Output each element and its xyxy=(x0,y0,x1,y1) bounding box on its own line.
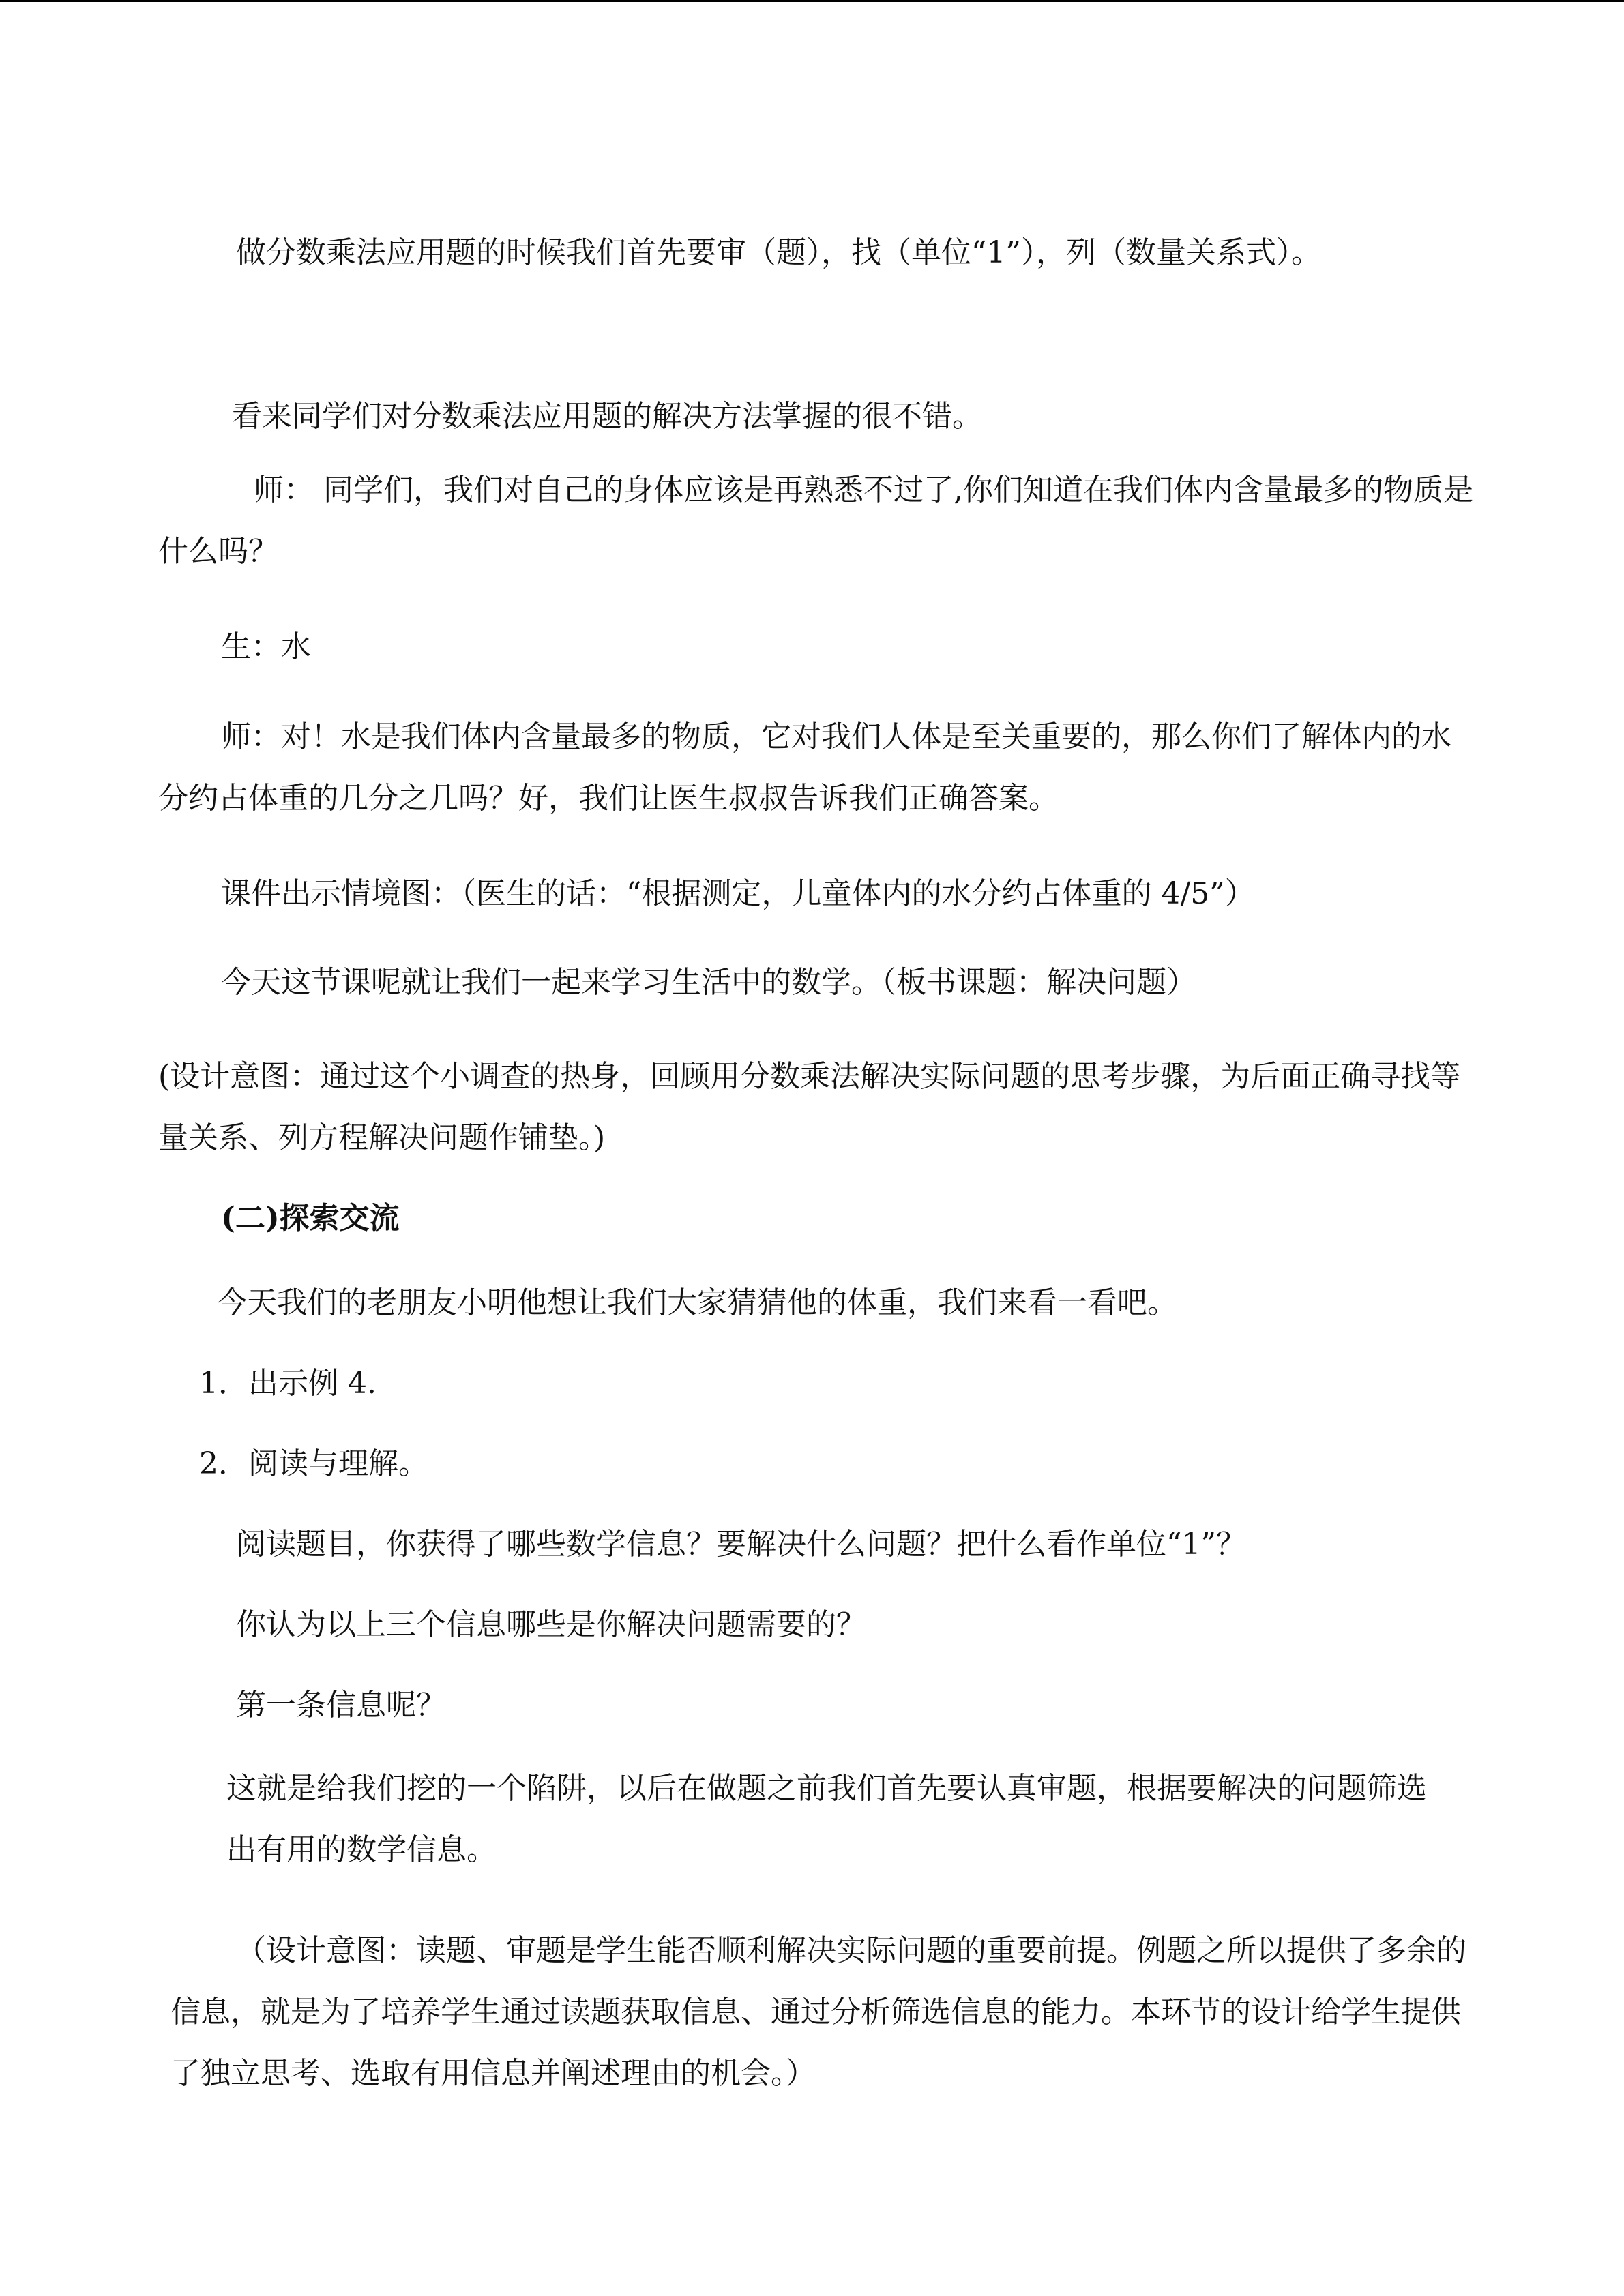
list-item-read-understand: 2．阅读与理解。 xyxy=(199,1446,428,1481)
page-top-border xyxy=(0,0,1624,2)
paragraph-student-answer: 生：水 xyxy=(221,629,311,664)
paragraph-which-info: 你认为以上三个信息哪些是你解决问题需要的？ xyxy=(236,1607,866,1642)
list-item-show-example: 1．出示例 4. xyxy=(199,1366,377,1401)
paragraph-read-question: 阅读题目，你获得了哪些数学信息？要解决什么问题？把什么看作单位“1”？ xyxy=(236,1527,1246,1562)
paragraph-teacher-question: 师： 同学们，我们对自己的身体应该是再熟悉不过了,你们知道在我们体内含量最多的物质是什么吗？ xyxy=(158,473,1473,569)
paragraph-courseware: 课件出示情境图：（医生的话：“根据测定，儿童体内的水分约占体重的 4/5”） xyxy=(221,876,1255,911)
paragraph-design-intent-1: (设计意图：通过这个小调查的热身，回顾用分数乘法解决实际问题的思考步骤，为后面正确寻找等量关系、列方程解决问题作铺垫。) xyxy=(158,1059,1461,1155)
paragraph-first-info: 第一条信息呢？ xyxy=(236,1688,446,1723)
paragraph-guess-weight: 今天我们的老朋友小明他想让我们大家猜猜他的体重，我们来看一看吧。 xyxy=(217,1285,1177,1320)
paragraph-lesson-topic: 今天这节课呢就让我们一起来学习生活中的数学。（板书课题：解决问题） xyxy=(221,965,1196,1000)
paragraph-trap: 这就是给我们挖的一个陷阱，以后在做题之前我们首先要认真审题，根据要解决的问题筛选出有用的数学信息。 xyxy=(226,1771,1427,1867)
paragraph-design-intent-2: （设计意图：读题、审题是学生能否顺利解决实际问题的重要前提。例题之所以提供了多余的信息，就是为了培养学生通过读题获取信息、通过分析筛选信息的能力。本环节的设计给学生提供了独立思考、选取有用信息并阐述理由的机会。） xyxy=(171,1933,1466,2091)
paragraph-review-steps: 做分数乘法应用题的时候我们首先要审（题），找（单位“1”），列（数量关系式）。 xyxy=(236,235,1321,270)
section-heading-explore: (二)探索交流 xyxy=(221,1201,400,1236)
paragraph-teacher-water: 师：对！水是我们体内含量最多的物质，它对我们人体是至关重要的，那么你们了解体内的水分约占体重的几分之几吗？好，我们让医生叔叔告诉我们正确答案。 xyxy=(158,719,1451,816)
paragraph-praise: 看来同学们对分数乘法应用题的解决方法掌握的很不错。 xyxy=(232,399,982,434)
